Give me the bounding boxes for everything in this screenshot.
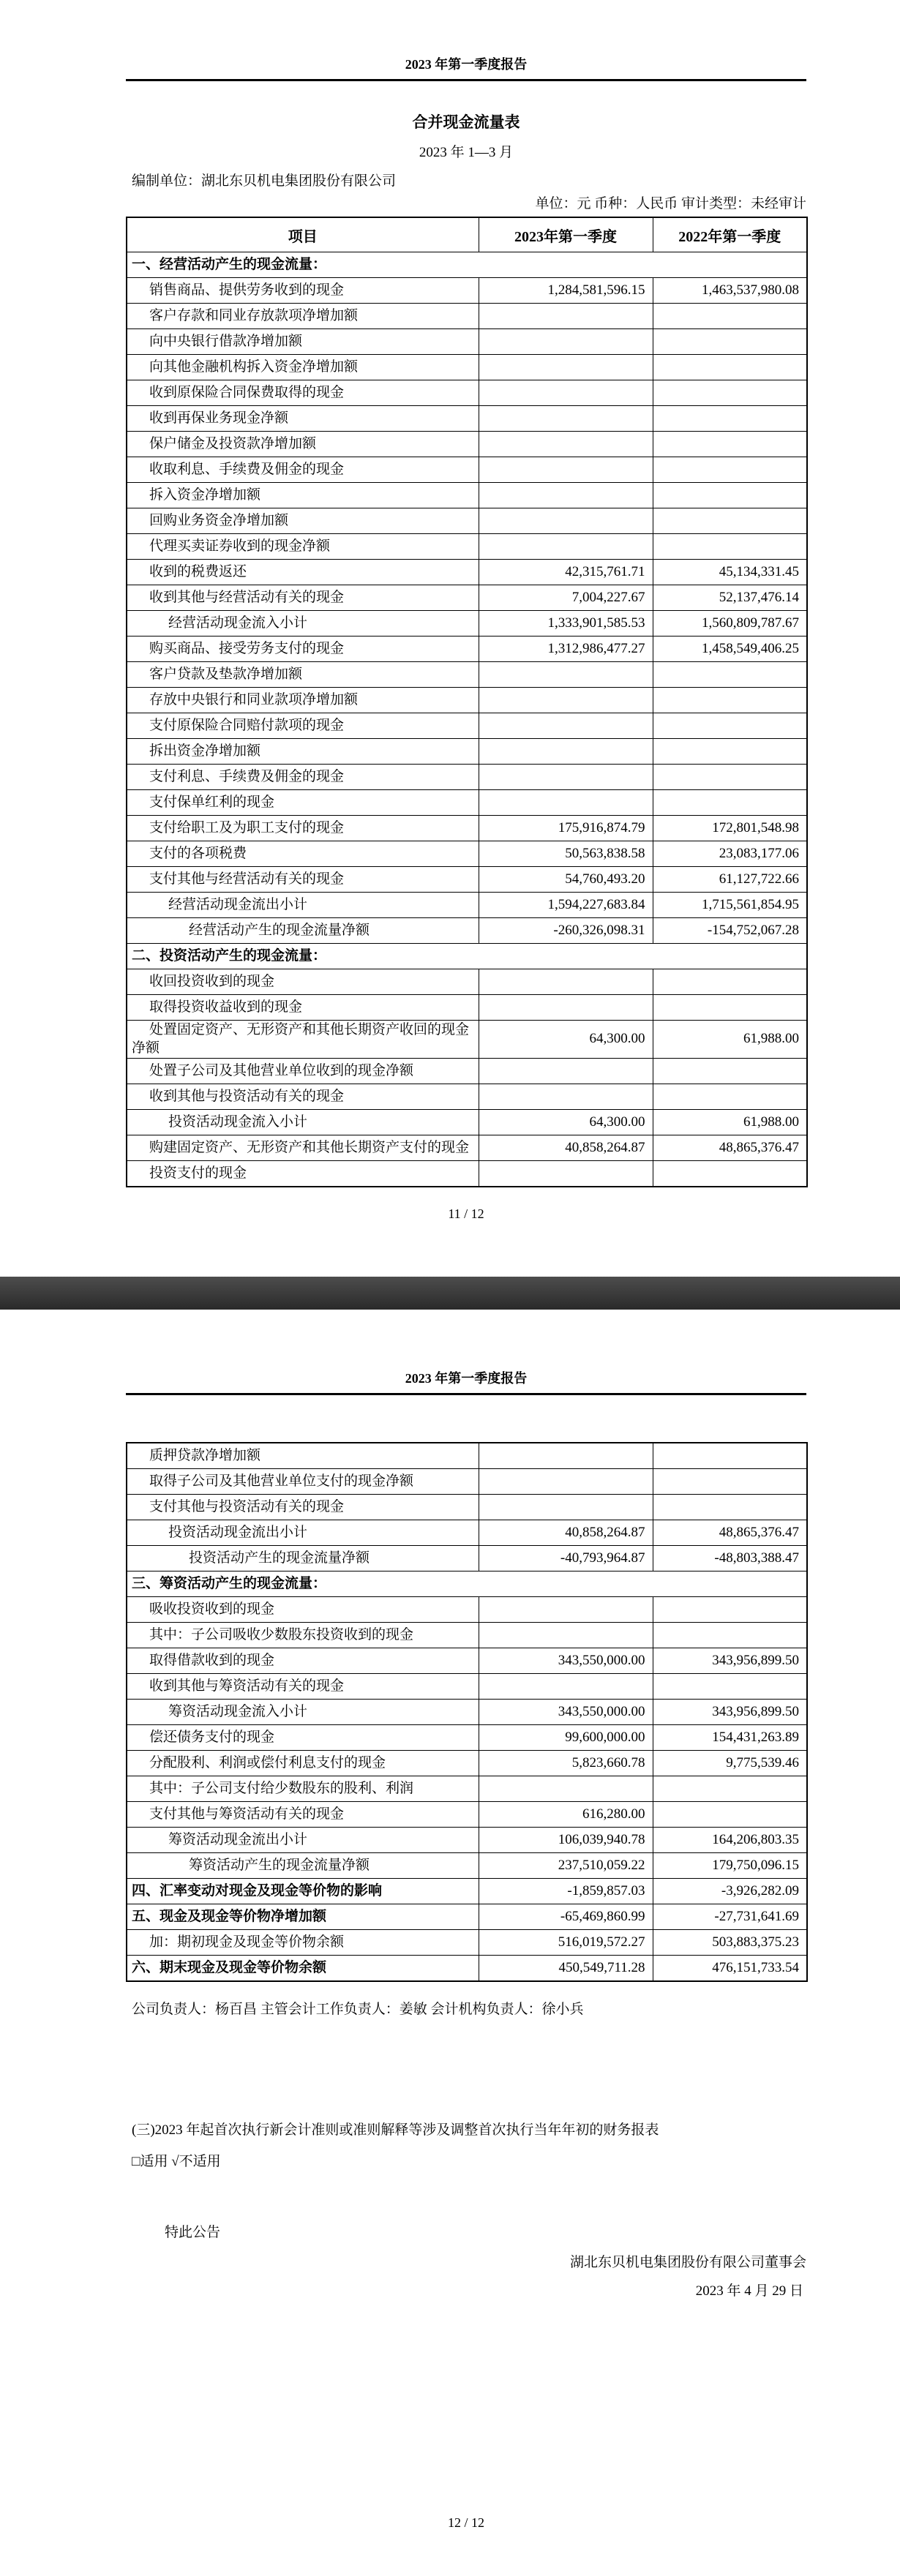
table-row [127,1110,807,1135]
value-2023: 50,563,838.58 [479,841,653,867]
value-2022: 154,431,263.89 [653,1725,807,1751]
value-2022: 48,865,376.47 [653,1520,807,1546]
document-subtitle: 2023 年 1—3 月 [419,145,514,160]
value-2023 [479,765,653,790]
row-label: 支付利息、手续费及佣金的现金 [127,765,479,790]
value-2023 [479,483,653,508]
row-label: 经营活动产生的现金流量净额 [127,918,479,944]
value-2023 [479,790,653,816]
table-row [127,893,807,918]
row-label: 五、现金及现金等价物净增加额 [127,1904,479,1930]
value-2022 [653,969,807,995]
note-section-3: (三)2023 年起首次执行新会计准则或准则解释等涉及调整首次执行当年年初的财务报表 [132,2122,659,2138]
value-2023: 450,549,711.28 [479,1956,653,1982]
value-2023 [479,662,653,688]
row-label: 收到其他与经营活动有关的现金 [127,585,479,611]
row-label: 投资活动现金流出小计 [127,1520,479,1546]
value-2023: 40,858,264.87 [479,1135,653,1161]
prepared-by-line: 编制单位：湖北东贝机电集团股份有限公司 [132,173,397,189]
table-row [127,969,807,995]
value-2023: 7,004,227.67 [479,585,653,611]
table-row [127,995,807,1021]
value-2023 [479,304,653,329]
value-2022: 61,127,722.66 [653,867,807,893]
value-2022: 45,134,331.45 [653,560,807,585]
table-row [127,765,807,790]
value-2023: 5,823,660.78 [479,1751,653,1776]
table-row [127,1853,807,1879]
value-2022 [653,688,807,713]
row-label: 收到的税费返还 [127,560,479,585]
value-2022: 9,775,539.46 [653,1751,807,1776]
value-2023 [479,1161,653,1187]
table-row [127,739,807,765]
row-label: 偿还债务支付的现金 [127,1725,479,1751]
row-label: 筹资活动现金流出小计 [127,1828,479,1853]
row-label: 向其他金融机构拆入资金净增加额 [127,355,479,380]
row-label: 处置子公司及其他营业单位收到的现金净额 [127,1059,479,1084]
value-2023 [479,688,653,713]
table-row [127,918,807,944]
value-2023 [479,508,653,534]
value-2023 [479,1495,653,1520]
table-row [127,713,807,739]
table-row [127,1135,807,1161]
table-row [127,611,807,637]
value-2022 [653,432,807,457]
table-row [127,1084,807,1110]
value-2022 [653,380,807,406]
row-label: 客户存款和同业存放款项净增加额 [127,304,479,329]
value-2022 [653,1597,807,1623]
value-2023: 616,280.00 [479,1802,653,1828]
table-row [127,790,807,816]
table-row [127,1571,807,1597]
cashflow-table-page2 [126,1442,808,1982]
value-2022: 61,988.00 [653,1021,807,1059]
value-2023 [479,534,653,560]
table-row [127,406,807,432]
value-2022: 179,750,096.15 [653,1853,807,1879]
value-2023 [479,1469,653,1495]
row-label: 支付其他与筹资活动有关的现金 [127,1802,479,1828]
table-row [127,1469,807,1495]
value-2023 [479,432,653,457]
report-header: 2023 年第一季度报告 [126,1368,806,1395]
value-2023 [479,406,653,432]
row-label: 分配股利、利润或偿付利息支付的现金 [127,1751,479,1776]
value-2023 [479,380,653,406]
table-row [127,1546,807,1571]
table-row [127,304,807,329]
value-2023: 64,300.00 [479,1021,653,1059]
value-2023: 1,333,901,585.53 [479,611,653,637]
value-2022: 503,883,375.23 [653,1930,807,1956]
row-label: 收回投资收到的现金 [127,969,479,995]
value-2023 [479,739,653,765]
value-2022: 476,151,733.54 [653,1956,807,1982]
value-2022: 343,956,899.50 [653,1700,807,1725]
row-label: 收取利息、手续费及佣金的现金 [127,457,479,483]
row-label: 投资活动产生的现金流量净额 [127,1546,479,1571]
value-2023 [479,1059,653,1084]
row-label: 拆入资金净增加额 [127,483,479,508]
value-2022: 52,137,476.14 [653,585,807,611]
value-2022: -27,731,641.69 [653,1904,807,1930]
value-2022: -3,926,282.09 [653,1879,807,1904]
value-2023 [479,1776,653,1802]
table-row [127,841,807,867]
table-row [127,1059,807,1084]
row-label: 经营活动现金流出小计 [127,893,479,918]
value-2022: 172,801,548.98 [653,816,807,841]
row-label: 收到其他与筹资活动有关的现金 [127,1674,479,1700]
value-2023 [479,1084,653,1110]
board-signature: 湖北东贝机电集团股份有限公司董事会 [569,2255,806,2270]
value-2022: 48,865,376.47 [653,1135,807,1161]
table-row [127,278,807,304]
value-2023 [479,995,653,1021]
value-2023: 1,312,986,477.27 [479,637,653,662]
value-2022 [653,713,807,739]
table-row [127,1495,807,1520]
value-2022 [653,1495,807,1520]
applicable-line: □适用 √不适用 [132,2154,221,2169]
row-label: 处置固定资产、无形资产和其他长期资产收回的现金净额 [127,1021,479,1059]
row-label: 保户储金及投资款净增加额 [127,432,479,457]
value-2023 [479,355,653,380]
table-row [127,1700,807,1725]
unit-currency-audit-line: 单位：元 币种：人民币 审计类型：未经审计 [535,196,806,211]
table-row [127,944,807,969]
report-page-11 [0,0,900,1277]
table-row [127,355,807,380]
row-label: 支付其他与经营活动有关的现金 [127,867,479,893]
row-label: 投资支付的现金 [127,1161,479,1187]
value-2023: -65,469,860.99 [479,1904,653,1930]
row-label: 支付的各项税费 [127,841,479,867]
section-label: 二、投资活动产生的现金流量： [127,944,807,969]
row-label: 支付保单红利的现金 [127,790,479,816]
table-row [127,1802,807,1828]
value-2022 [653,508,807,534]
row-label: 客户贷款及垫款净增加额 [127,662,479,688]
table-row [127,585,807,611]
value-2022 [653,1674,807,1700]
row-label: 代理买卖证券收到的现金净额 [127,534,479,560]
row-label: 支付原保险合同赔付款项的现金 [127,713,479,739]
row-label: 回购业务资金净增加额 [127,508,479,534]
value-2022: -48,803,388.47 [653,1546,807,1571]
value-2023: 99,600,000.00 [479,1725,653,1751]
value-2022 [653,739,807,765]
value-2022: 1,560,809,787.67 [653,611,807,637]
value-2023: 343,550,000.00 [479,1648,653,1674]
table-row [127,1930,807,1956]
row-label: 筹资活动现金流入小计 [127,1700,479,1725]
value-2023: -40,793,964.87 [479,1546,653,1571]
table-row [127,329,807,355]
table-row [127,1725,807,1751]
value-2023: -260,326,098.31 [479,918,653,944]
row-label: 支付给职工及为职工支付的现金 [127,816,479,841]
table-row [127,867,807,893]
table-row [127,637,807,662]
page-number: 12 / 12 [447,2515,484,2530]
value-2022 [653,304,807,329]
report-header: 2023 年第一季度报告 [126,54,806,81]
table-row [127,816,807,841]
table-row [127,1597,807,1623]
section-label: 一、经营活动产生的现金流量： [127,252,807,278]
value-2022: 23,083,177.06 [653,841,807,867]
value-2022 [653,355,807,380]
value-2022 [653,765,807,790]
value-2023 [479,969,653,995]
value-2023: -1,859,857.03 [479,1879,653,1904]
value-2022 [653,534,807,560]
value-2022 [653,1469,807,1495]
value-2022 [653,1776,807,1802]
table-row [127,1648,807,1674]
row-label: 取得借款收到的现金 [127,1648,479,1674]
table-row [127,1956,807,1982]
page-separator [0,1277,900,1310]
row-label: 支付其他与投资活动有关的现金 [127,1495,479,1520]
value-2023: 237,510,059.22 [479,1853,653,1879]
row-label: 经营活动现金流入小计 [127,611,479,637]
column-header: 2022年第一季度 [653,217,807,252]
row-label: 取得子公司及其他营业单位支付的现金净额 [127,1469,479,1495]
table-row [127,1161,807,1187]
value-2023: 175,916,874.79 [479,816,653,841]
value-2023: 1,284,581,596.15 [479,278,653,304]
value-2023: 343,550,000.00 [479,1700,653,1725]
row-label: 取得投资收益收到的现金 [127,995,479,1021]
report-page-12 [0,1310,900,2576]
table-row [127,1520,807,1546]
value-2022 [653,329,807,355]
row-label: 其中：子公司支付给少数股东的股利、利润 [127,1776,479,1802]
table-row [127,1751,807,1776]
table-row [127,252,807,278]
row-label: 购买商品、接受劳务支付的现金 [127,637,479,662]
value-2023 [479,1674,653,1700]
row-label: 质押贷款净增加额 [127,1443,479,1469]
row-label: 销售商品、提供劳务收到的现金 [127,278,479,304]
row-label: 购建固定资产、无形资产和其他长期资产支付的现金 [127,1135,479,1161]
value-2022: 164,206,803.35 [653,1828,807,1853]
value-2023: 64,300.00 [479,1110,653,1135]
row-label: 投资活动现金流入小计 [127,1110,479,1135]
table-row [127,1674,807,1700]
value-2023 [479,457,653,483]
table-header-row [127,217,807,252]
value-2022: 1,715,561,854.95 [653,893,807,918]
table-row [127,534,807,560]
value-2023: 106,039,940.78 [479,1828,653,1853]
column-header: 项目 [127,217,479,252]
table-row [127,1828,807,1853]
value-2023 [479,713,653,739]
page-number: 11 / 12 [448,1206,484,1222]
value-2023: 54,760,493.20 [479,867,653,893]
value-2023 [479,1597,653,1623]
value-2022: 343,956,899.50 [653,1648,807,1674]
value-2022 [653,1059,807,1084]
value-2023: 1,594,227,683.84 [479,893,653,918]
row-label: 其中：子公司吸收少数股东投资收到的现金 [127,1623,479,1648]
row-label: 加：期初现金及现金等价物余额 [127,1930,479,1956]
row-label: 筹资活动产生的现金流量净额 [127,1853,479,1879]
value-2022: 1,463,537,980.08 [653,278,807,304]
value-2023: 42,315,761.71 [479,560,653,585]
table-row [127,1021,807,1059]
value-2022 [653,1443,807,1469]
row-label: 收到原保险合同保费取得的现金 [127,380,479,406]
row-label: 拆出资金净增加额 [127,739,479,765]
table-row [127,508,807,534]
value-2022 [653,662,807,688]
document-title: 合并现金流量表 [412,113,520,131]
row-label: 吸收投资收到的现金 [127,1597,479,1623]
table-row [127,1776,807,1802]
value-2022 [653,1802,807,1828]
value-2022: -154,752,067.28 [653,918,807,944]
value-2022 [653,790,807,816]
announcement: 特此公告 [165,2225,221,2240]
value-2023: 516,019,572.27 [479,1930,653,1956]
value-2022: 1,458,549,406.25 [653,637,807,662]
table-row [127,380,807,406]
table-row [127,457,807,483]
table-row [127,688,807,713]
section-label: 三、筹资活动产生的现金流量： [127,1571,807,1597]
sign-date: 2023 年 4 月 29 日 [695,2283,803,2299]
value-2022 [653,406,807,432]
cashflow-table-page1 [126,217,808,1187]
value-2022 [653,457,807,483]
table-row [127,432,807,457]
column-header: 2023年第一季度 [479,217,653,252]
row-label: 向中央银行借款净增加额 [127,329,479,355]
value-2023: 40,858,264.87 [479,1520,653,1546]
value-2022 [653,995,807,1021]
value-2023 [479,329,653,355]
value-2022: 61,988.00 [653,1110,807,1135]
value-2022 [653,1623,807,1648]
table-row [127,483,807,508]
table-row [127,1623,807,1648]
value-2022 [653,1084,807,1110]
row-label: 四、汇率变动对现金及现金等价物的影响 [127,1879,479,1904]
officers-line: 公司负责人：杨百昌 主管会计工作负责人：姜敏 会计机构负责人：徐小兵 [132,2002,584,2017]
table-row [127,662,807,688]
value-2022 [653,1161,807,1187]
row-label: 收到再保业务现金净额 [127,406,479,432]
row-label: 收到其他与投资活动有关的现金 [127,1084,479,1110]
table-row [127,1443,807,1469]
row-label: 六、期末现金及现金等价物余额 [127,1956,479,1982]
table-row [127,1904,807,1930]
value-2023 [479,1443,653,1469]
row-label: 存放中央银行和同业款项净增加额 [127,688,479,713]
value-2022 [653,483,807,508]
value-2023 [479,1623,653,1648]
table-row [127,1879,807,1904]
table-row [127,560,807,585]
